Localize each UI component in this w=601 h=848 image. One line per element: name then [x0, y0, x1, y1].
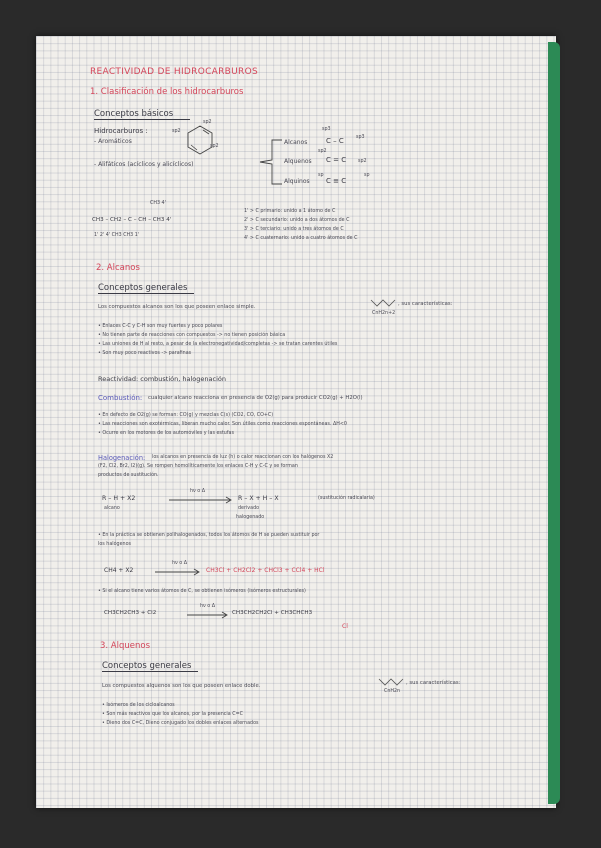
- halogenation-label: Halogenación:: [98, 454, 146, 462]
- equation-1-alkane: alcano: [104, 506, 120, 511]
- hydrocarbons-label: Hidrocarburos :: [94, 127, 148, 135]
- page-title: REACTIVIDAD DE HIDROCARBUROS: [90, 67, 258, 77]
- section-2-heading: 2. Alcanos: [96, 263, 140, 273]
- chain-top-label: CH3 4': [150, 201, 166, 206]
- chain-bottom-label: 1' 2' 4' CH3 CH3 1': [94, 233, 140, 238]
- alkene-bullet: • Dieno dos C=C, Dieno conjugado los dobles enlaces alternados: [102, 721, 259, 726]
- sp-label: sp: [364, 173, 370, 178]
- notebook-cover-edge: [548, 42, 560, 804]
- alkane-bullet: • Las uniones de H al resto, a pesar de la electronegatividad/completas -> se tratan carentes útiles: [98, 342, 338, 347]
- alkanes-label: Alcanos: [284, 139, 308, 146]
- section-1-subheading: Conceptos básicos: [94, 109, 174, 119]
- equation-1-left: R – H + X2: [102, 495, 136, 502]
- classification-bracket: [258, 138, 284, 186]
- reaction-arrow: [186, 611, 230, 619]
- polyhalogen-text: los halógenos: [98, 542, 132, 547]
- carbon-rule: 4' > C cuaternario: unido a cuatro átomos de C: [244, 236, 358, 241]
- sp2-label: sp2: [210, 144, 219, 149]
- isomers-text: • Si el alcano tiene varios átomos de C, se obtienen isómeros (isómeros estructurales): [98, 589, 306, 594]
- section-3-heading: 3. Alquenos: [100, 641, 151, 651]
- combustion-bullet: • Ocurre en los motores de los automóviles y las estufas: [98, 431, 234, 436]
- alkene-bullet: • Son más reactivos que los alcanos, por la presencia C=C: [102, 712, 243, 717]
- equation-2-condition: hν o Δ: [172, 561, 187, 566]
- carbon-rule: 1' > C primario: unido a 1 átomo de C: [244, 209, 336, 214]
- zigzag-skeleton-drawing: [370, 298, 396, 308]
- alkane-formula: C – C: [326, 137, 344, 145]
- underline: [98, 293, 194, 294]
- sp3-label: sp3: [322, 127, 331, 132]
- sp2-label: sp2: [172, 129, 181, 134]
- sp2-label: sp2: [318, 149, 327, 154]
- alkene-formula: C = C: [326, 156, 347, 164]
- alkenes-label: Alquenos: [284, 158, 312, 165]
- reaction-arrow: [154, 568, 202, 576]
- aromatic-label: - Aromáticos: [94, 138, 132, 145]
- equation-1-derivative: derivado: [238, 506, 260, 511]
- alkanes-intro-tail: , sus características:: [398, 301, 453, 307]
- alkynes-label: Alquinos: [284, 178, 310, 185]
- alkene-general-formula: CnH2n: [384, 689, 401, 694]
- zigzag-skeleton-drawing: [378, 677, 404, 687]
- polyhalogen-text: • En la práctica se obtienen polihalogenados, todos los átomos de H se pueden sustituir por: [98, 533, 320, 538]
- halogenation-text: (F2, Cl2, Br2, I2)(g). Se rompen homolíticamente los enlaces C-H y C-C y se forman: [98, 464, 298, 469]
- combustion-text: cualquier alcano reacciona en presencia de O2(g) para producir CO2(g) + H2O(l): [148, 395, 363, 401]
- underline: [94, 119, 190, 120]
- combustion-label: Combustión:: [98, 394, 143, 402]
- underline: [102, 671, 198, 672]
- halogenation-text: productos de sustitución.: [98, 473, 159, 478]
- carbon-rule: 3' > C terciario: unido a tres átomos de C: [244, 227, 344, 232]
- equation-1-note: (sustitución radicalaria): [318, 496, 375, 501]
- section-1-heading: 1. Clasificación de los hidrocarburos: [90, 87, 244, 97]
- halogenation-text: los alcanos en presencia de luz (h) o calor reaccionan con los halógenos X2: [152, 455, 334, 460]
- chain-formula: CH3 – CH2 – C – CH – CH3 4': [92, 217, 172, 223]
- benzene-ring-drawing: [180, 120, 220, 160]
- reaction-arrow: [168, 496, 234, 504]
- equation-3-chlorine: Cl: [342, 623, 348, 630]
- sp2-label: sp2: [203, 120, 212, 125]
- alkenes-intro: Los compuestos alquenos son los que poseen enlace doble.: [102, 683, 261, 689]
- equation-3-left: CH3CH2CH3 + Cl2: [104, 610, 157, 616]
- equation-1-right: R – X + H – X: [238, 495, 279, 502]
- combustion-bullet: • Las reacciones son exotérmicas, liberan mucho calor. Son útiles como reacciones espontáneas. ΔH<0: [98, 422, 347, 427]
- sp-label: sp: [318, 173, 324, 178]
- section-3-subheading: Conceptos generales: [102, 661, 192, 671]
- equation-1-condition: hν o Δ: [190, 489, 205, 494]
- equation-3-condition: hν o Δ: [200, 604, 215, 609]
- reactivity-heading: Reactividad: combustión, halogenación: [98, 375, 226, 383]
- alkanes-intro: Los compuestos alcanos son los que poseen enlace simple.: [98, 304, 256, 310]
- equation-2-left: CH4 + X2: [104, 567, 134, 574]
- sp3-label: sp3: [356, 135, 365, 140]
- alkane-bullet: • No tienen parte de reacciones con compuestos -> no tienen posición básica: [98, 333, 286, 338]
- equation-2-products: CH3Cl + CH2Cl2 + CHCl3 + CCl4 + HCl: [206, 567, 325, 574]
- carbon-rule: 2' > C secundario: unido a dos átomos de C: [244, 218, 350, 223]
- alkyne-formula: C ≡ C: [326, 177, 347, 185]
- equation-3-products: CH3CH2CH2Cl + CH3CHCH3: [232, 610, 313, 616]
- equation-1-halogenated: halogenado: [236, 515, 265, 520]
- alkane-bullet: • Son muy poco reactivos -> parafinas: [98, 351, 192, 356]
- section-2-subheading: Conceptos generales: [98, 283, 188, 293]
- alkenes-intro-tail: , sus características:: [406, 680, 461, 686]
- aliphatic-label: - Alifáticos (acíclicos y alicíclicos): [94, 161, 194, 168]
- alkane-bullet: • Enlaces C-C y C-H son muy fuertes y poco polares: [98, 324, 223, 329]
- alkane-general-formula: CnH2n+2: [372, 311, 396, 316]
- alkene-bullet: • Isómeros de los cicloalcanos: [102, 703, 175, 708]
- combustion-bullet: • En defecto de O2(g) se forman: CO(g) y mezclas C(s) (CO2, CO, CO+C): [98, 413, 274, 418]
- sp2-label: sp2: [358, 159, 367, 164]
